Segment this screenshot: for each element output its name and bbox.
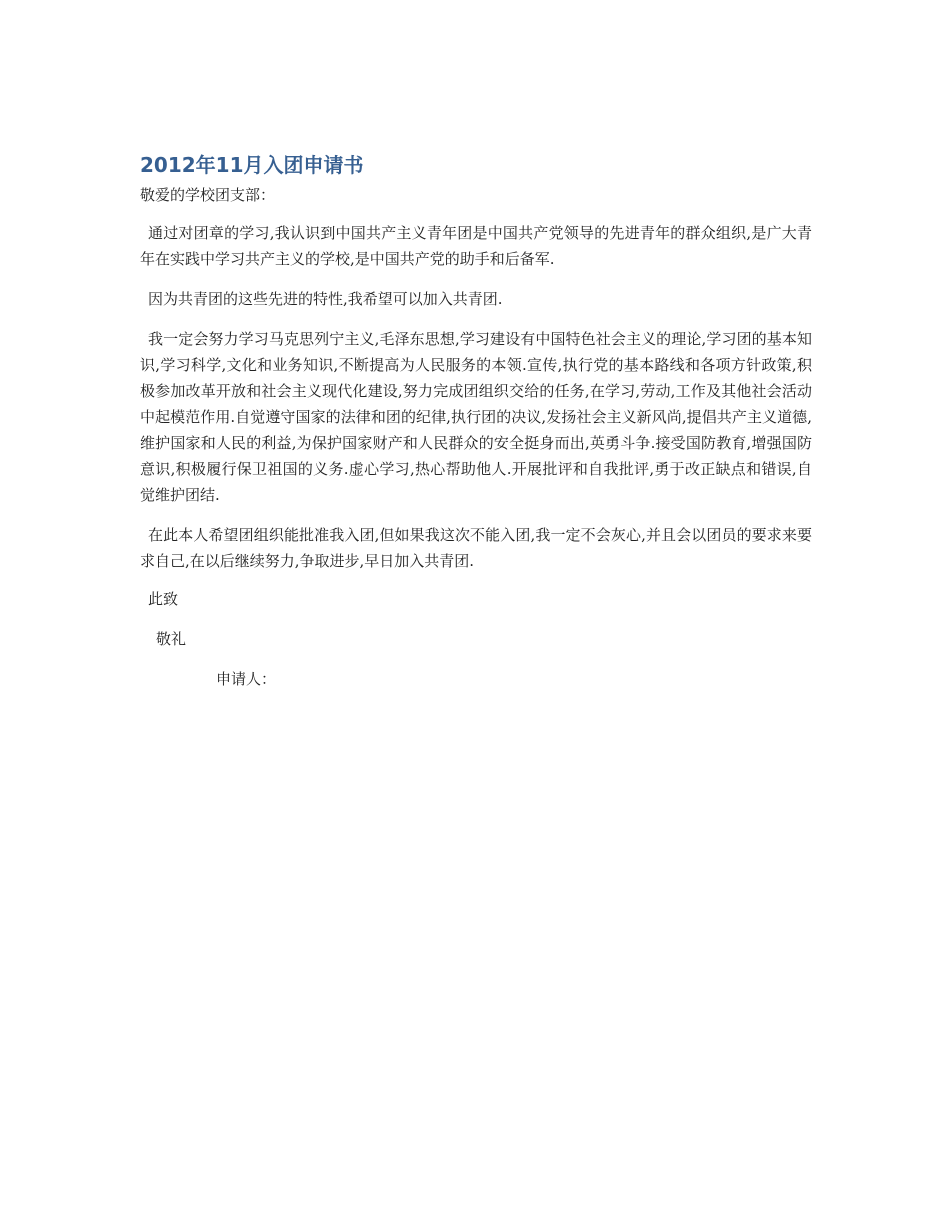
paragraph-wish: 因为共青团的这些先进的特性,我希望可以加入共青团. xyxy=(148,290,503,308)
closing: 此致 xyxy=(148,590,179,608)
regards: 敬礼 xyxy=(156,630,187,648)
salutation: 敬爱的学校团支部： xyxy=(140,186,276,204)
applicant-label: 申请人： xyxy=(216,670,277,688)
document-title: 2012年11月入团申请书 xyxy=(140,153,364,177)
document-body xyxy=(140,150,812,690)
paragraph-study: 通过对团章的学习,我认识到中国共产主义青年团是中国共产党领导的先进青年的群众组织,是广大青年在实践中学习共产主义的学校,是中国共产党的助手和后备军. xyxy=(140,224,812,268)
paragraph-hope: 在此本人希望团组织能批准我入团,但如果我这次不能入团,我一定不会灰心,并且会以团员的要求来要求自己,在以后继续努力,争取进步,早日加入共青团. xyxy=(140,526,812,570)
paragraph-commitment: 我一定会努力学习马克思列宁主义,毛泽东思想,学习建设有中国特色社会主义的理论,学习团的基本知识,学习科学,文化和业务知识,不断提高为人民服务的本领.宣传,执行党的基本路线和各项方针政策,积极参加改革开放和社会主义现代化建设,努力完成团组织交给的任务,在学习,劳动,工作及其他社会活动中起模范作用.自觉遵守国家的法律和团的纪律,执行团的决议,发扬社会主义新风尚,提倡共产主义道德,维护国家和人民的利益,为保护国家财产和人民群众的安全挺身而出,英勇斗争.接受国防教育,增强国防意识,积极履行保卫祖国的义务.虚心学习,热心帮助他人.开展批评和自我批评,勇于改正缺点和错误,自觉维护团结. xyxy=(140,330,812,504)
